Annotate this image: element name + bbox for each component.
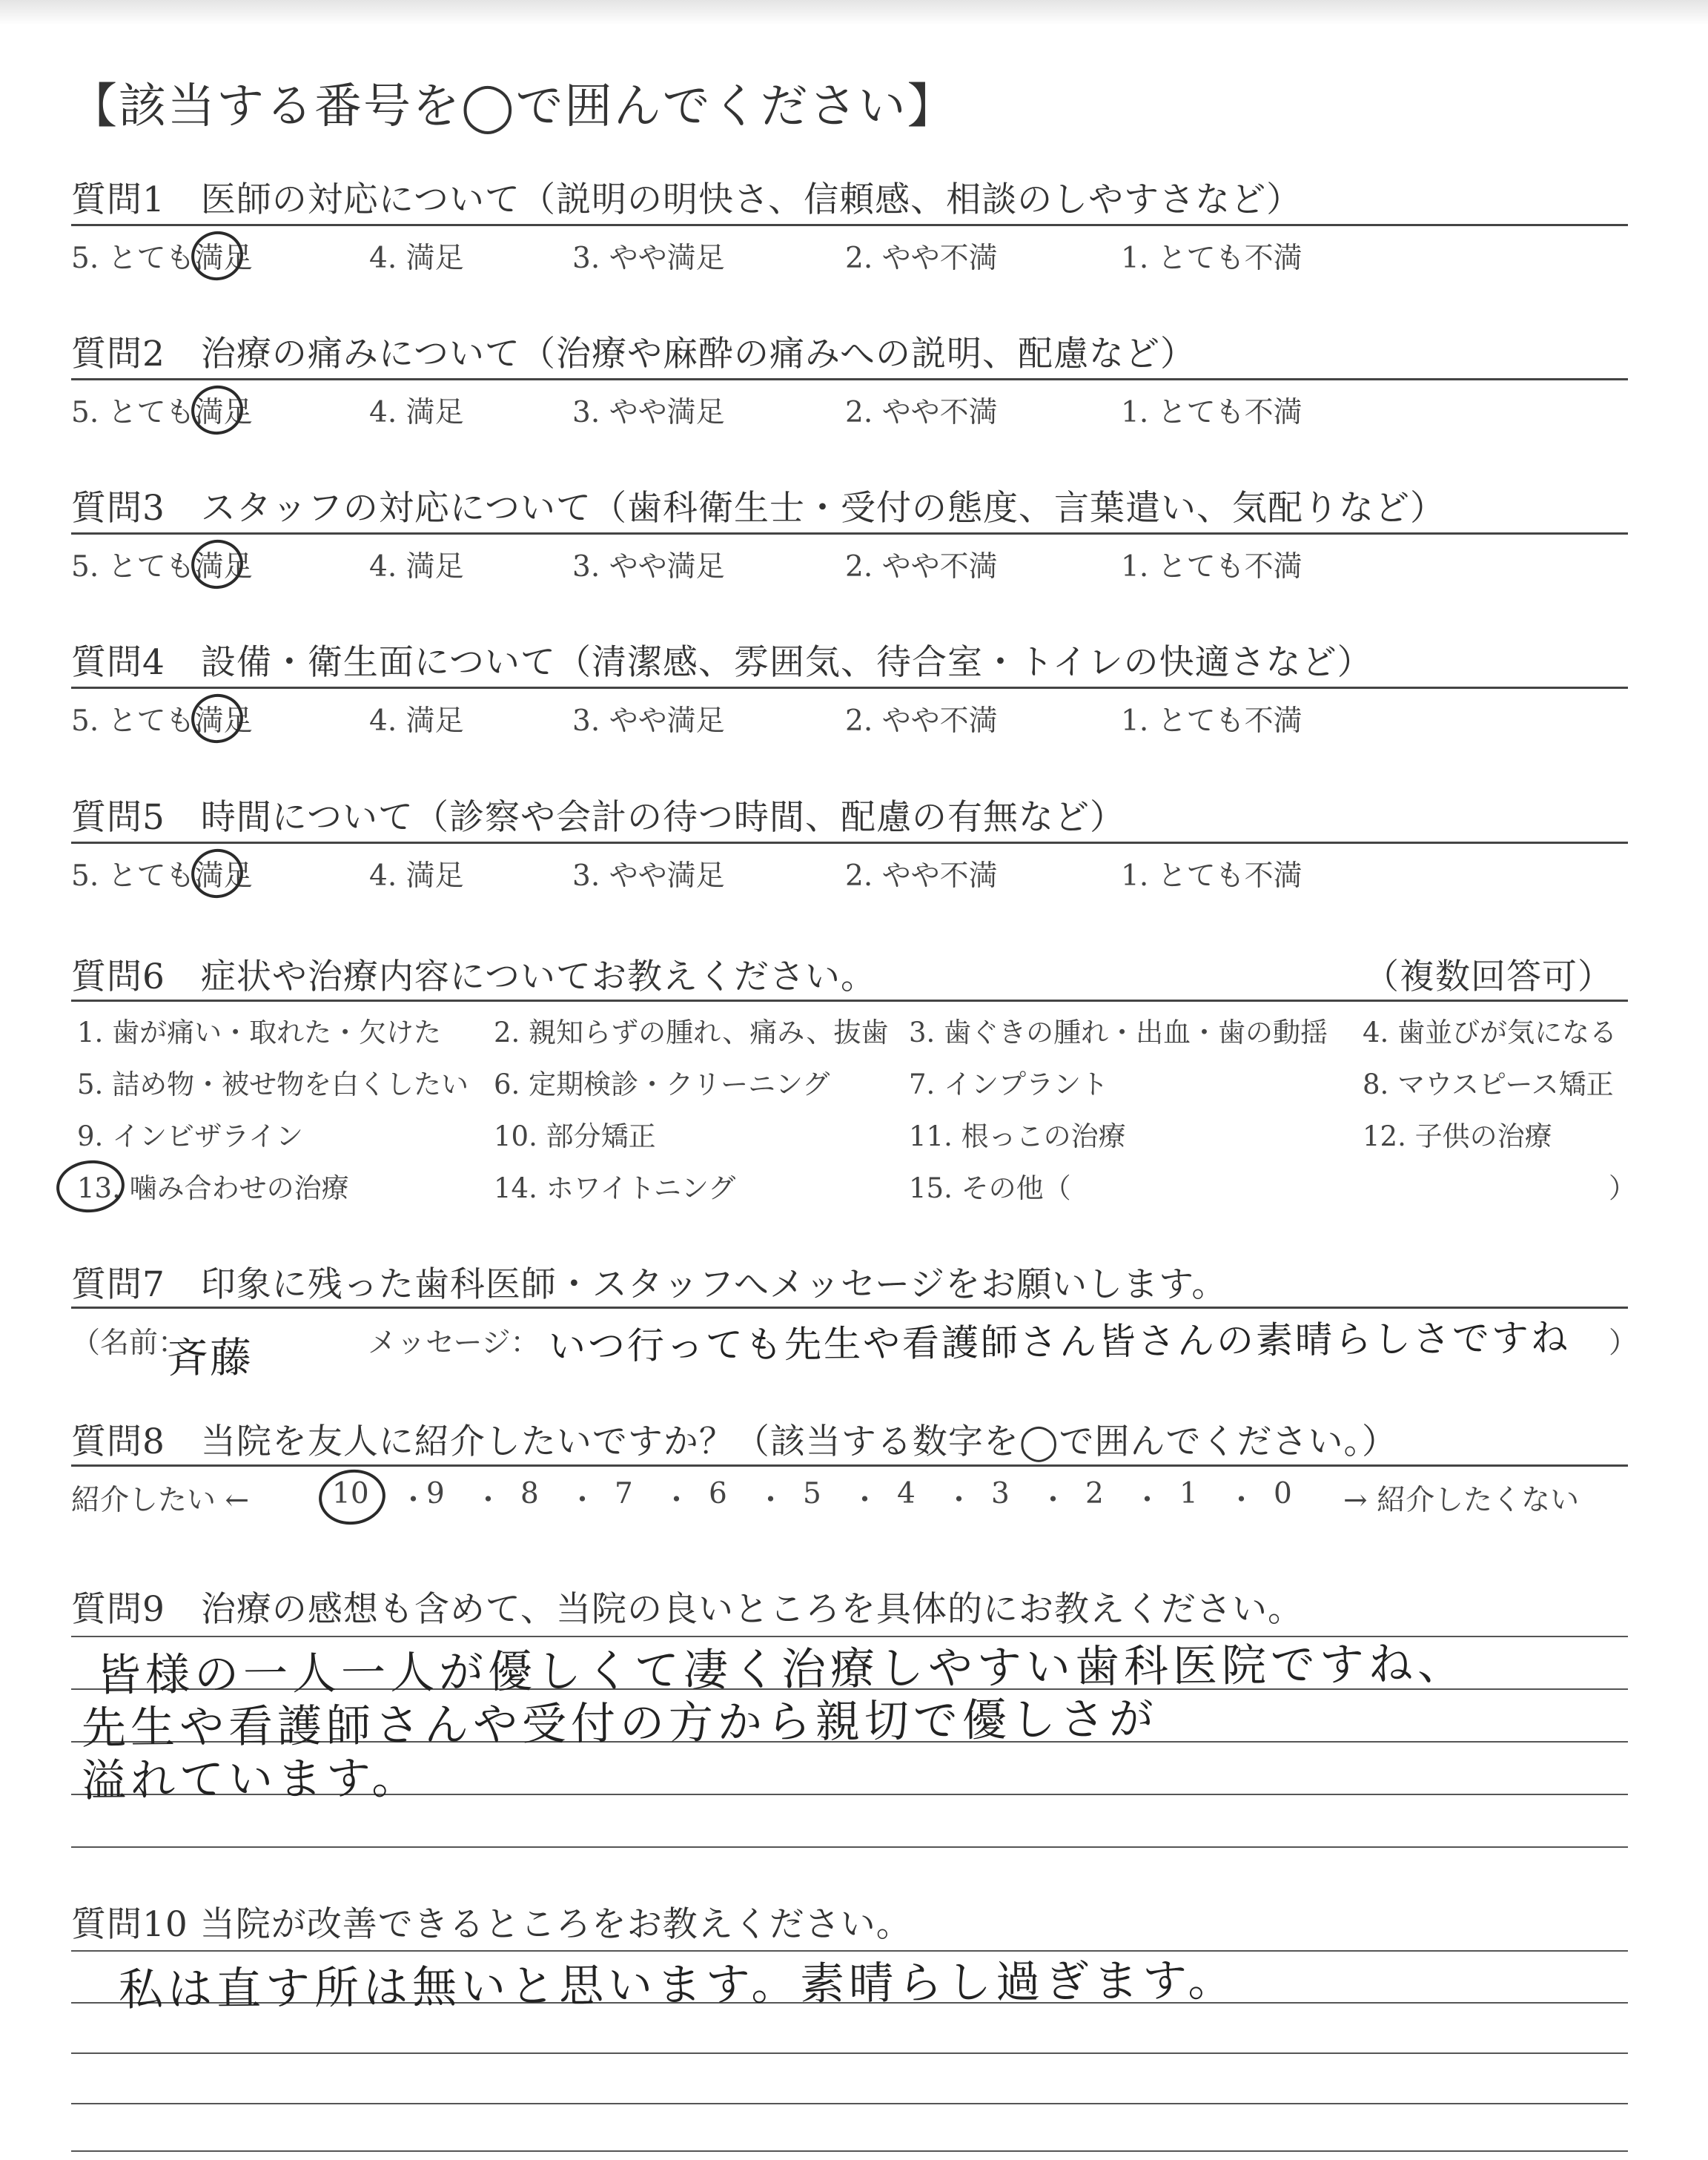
q8-scale-1[interactable]: 1 [1179, 1477, 1198, 1510]
q5-option-2[interactable]: 2. やや不満 [845, 859, 998, 893]
q2-option-4[interactable]: 4. 満足 [369, 396, 464, 429]
q1-option-2[interactable]: 2. やや不満 [845, 242, 998, 275]
q2-option-2[interactable]: 2. やや不満 [845, 396, 998, 429]
q8-scale-separator: ・ [1039, 1484, 1068, 1517]
q1-title: 質問1 医師の対応について（説明の明快さ、信頼感、相談のしやすさなど） [71, 179, 1302, 220]
q8-scale-separator: ・ [850, 1484, 880, 1517]
q1-option-3[interactable]: 3. やや満足 [572, 242, 725, 275]
q8-scale-4[interactable]: 4 [897, 1477, 916, 1510]
q7-title: 質問7 印象に残った歯科医師・スタッフへメッセージをお願いします。 [71, 1264, 1228, 1305]
q7-name-handwriting: 斉藤 [166, 1333, 254, 1383]
q5-rule [71, 842, 1628, 844]
q8-title: 質問8 当院を友人に紹介したいですか？（該当する数字を◯で囲んでください。） [71, 1421, 1398, 1462]
q5-option-3[interactable]: 3. やや満足 [572, 859, 725, 893]
q6-option-7[interactable]: 7. インプラント [909, 1069, 1109, 1100]
q6-option-9[interactable]: 9. インビザライン [77, 1120, 303, 1152]
q10-line-5 [71, 2150, 1628, 2152]
q8-scale-2[interactable]: 2 [1085, 1477, 1104, 1510]
q2-title: 質問2 治療の痛みについて（治療や麻酔の痛みへの説明、配慮など） [71, 334, 1196, 374]
q8-scale-9[interactable]: 9 [426, 1477, 445, 1510]
q3-title: 質問3 スタッフの対応について（歯科衛生士・受付の態度、言葉遣い、気配りなど） [71, 488, 1446, 529]
q8-scale-7[interactable]: 7 [615, 1477, 633, 1510]
q4-title: 質問4 設備・衛生面について（清潔感、雰囲気、待合室・トイレの快適さなど） [71, 642, 1373, 683]
q3-option-3[interactable]: 3. やや満足 [572, 550, 725, 584]
q3-option-4[interactable]: 4. 満足 [369, 550, 464, 584]
q1-option-4[interactable]: 4. 満足 [369, 242, 464, 275]
q6-option-10[interactable]: 10. 部分矯正 [494, 1120, 656, 1152]
q4-rule [71, 687, 1628, 689]
q6-option-12[interactable]: 12. 子供の治療 [1363, 1120, 1552, 1152]
q7-message-label: メッセージ： [368, 1327, 540, 1360]
q10-line-4 [71, 2103, 1628, 2104]
q4-option-5[interactable]: 5. とても満足 [71, 704, 253, 738]
q6-option-15[interactable]: 15. その他（ [909, 1172, 1071, 1204]
q8-scale-separator: ・ [944, 1484, 974, 1517]
q6-option-8[interactable]: 8. マウスピース矯正 [1363, 1069, 1614, 1100]
q8-scale-6[interactable]: 6 [709, 1477, 727, 1510]
q2-option-1[interactable]: 1. とても不満 [1121, 396, 1302, 429]
q5-option-4[interactable]: 4. 満足 [369, 859, 464, 893]
q8-selection-circle [315, 1465, 388, 1529]
q6-option-1[interactable]: 1. 歯が痛い・取れた・欠けた [77, 1017, 442, 1048]
q3-option-2[interactable]: 2. やや不満 [845, 550, 998, 584]
q8-scale-10[interactable]: 10 [332, 1477, 369, 1510]
q1-option-5[interactable]: 5. とても満足 [71, 242, 253, 275]
q9-answer-line-1: 皆様の一人一人が優しくて凄く治療しやすい歯科医院ですね、 [96, 1637, 1467, 1702]
q6-option-6[interactable]: 6. 定期検診・クリーニング [494, 1069, 830, 1100]
q8-scale-5[interactable]: 5 [803, 1477, 821, 1510]
q8-left-label: 紹介したい ← [71, 1484, 250, 1517]
q10-answer-line-1: 私は直す所は無いと思います。素晴らし過ぎます。 [118, 1954, 1237, 2016]
q8-scale-separator: ・ [1133, 1484, 1162, 1517]
q3-option-5[interactable]: 5. とても満足 [71, 550, 253, 584]
q8-scale-separator: ・ [662, 1484, 692, 1517]
q2-option-5[interactable]: 5. とても満足 [71, 396, 253, 429]
q8-scale-0[interactable]: 0 [1274, 1477, 1292, 1510]
q4-option-2[interactable]: 2. やや不満 [845, 704, 998, 738]
q6-option-3[interactable]: 3. 歯ぐきの腫れ・出血・歯の動揺 [909, 1017, 1328, 1048]
q6-note: （複数回答可） [1364, 957, 1613, 997]
q7-rule [71, 1307, 1628, 1309]
q3-option-1[interactable]: 1. とても不満 [1121, 550, 1302, 584]
q6-option-2[interactable]: 2. 親知らずの腫れ、痛み、抜歯 [494, 1017, 889, 1048]
q8-scale-separator: ・ [1227, 1484, 1257, 1517]
q1-rule [71, 224, 1628, 226]
q8-right-label: → 紹介したくない [1343, 1484, 1580, 1517]
q6-title: 質問6 症状や治療内容についてお教えください。 [71, 957, 876, 997]
scan-top-edge [0, 0, 1708, 25]
q9-title: 質問9 治療の感想も含めて、当院の良いところを具体的にお教えください。 [71, 1589, 1303, 1630]
q5-option-5[interactable]: 5. とても満足 [71, 859, 253, 893]
q9-answer-line-2: 先生や看護師さんや受付の方から親切で優しさが [81, 1693, 1159, 1754]
form-header: 【該当する番号を◯で囲んでください】 [70, 79, 956, 134]
q5-title: 質問5 時間について（診察や会計の待つ時間、配慮の有無など） [71, 797, 1125, 838]
q4-option-3[interactable]: 3. やや満足 [572, 704, 725, 738]
q8-rule [71, 1464, 1628, 1467]
q8-scale-separator: ・ [399, 1484, 428, 1517]
q6-option-14[interactable]: 14. ホワイトニング [494, 1172, 736, 1204]
q6-option-5[interactable]: 5. 詰め物・被せ物を白くしたい [77, 1069, 469, 1100]
q6-other-close: ） [1609, 1172, 1636, 1204]
q8-scale-8[interactable]: 8 [520, 1477, 539, 1510]
q3-rule [71, 532, 1628, 535]
q8-scale-separator: ・ [474, 1484, 503, 1517]
q2-rule [71, 378, 1628, 380]
q8-scale-separator: ・ [568, 1484, 598, 1517]
q9-line-5 [71, 1846, 1628, 1848]
q4-option-4[interactable]: 4. 満足 [369, 704, 464, 738]
q2-option-3[interactable]: 3. やや満足 [572, 396, 725, 429]
q6-option-11[interactable]: 11. 根っこの治療 [909, 1120, 1126, 1152]
q7-name-label: （名前： [71, 1327, 188, 1360]
q8-scale-separator: ・ [756, 1484, 786, 1517]
q10-title: 質問10 当院が改善できるところをお教えください。 [71, 1904, 912, 1945]
q8-scale-3[interactable]: 3 [991, 1477, 1010, 1510]
q9-answer-line-3: 溢れています。 [81, 1752, 421, 1807]
q6-option-13[interactable]: 13. 噛み合わせの治療 [77, 1172, 349, 1204]
q5-option-1[interactable]: 1. とても不満 [1121, 859, 1302, 893]
q7-message-handwriting: いつ行っても先生や看護師さん皆さんの素晴らしさですね [548, 1315, 1571, 1368]
q7-close-paren: ） [1609, 1327, 1638, 1360]
q1-option-1[interactable]: 1. とても不満 [1121, 242, 1302, 275]
q10-line-3 [71, 2052, 1628, 2054]
q6-rule [71, 1000, 1628, 1002]
q6-option-4[interactable]: 4. 歯並びが気になる [1363, 1017, 1618, 1048]
q4-option-1[interactable]: 1. とても不満 [1121, 704, 1302, 738]
